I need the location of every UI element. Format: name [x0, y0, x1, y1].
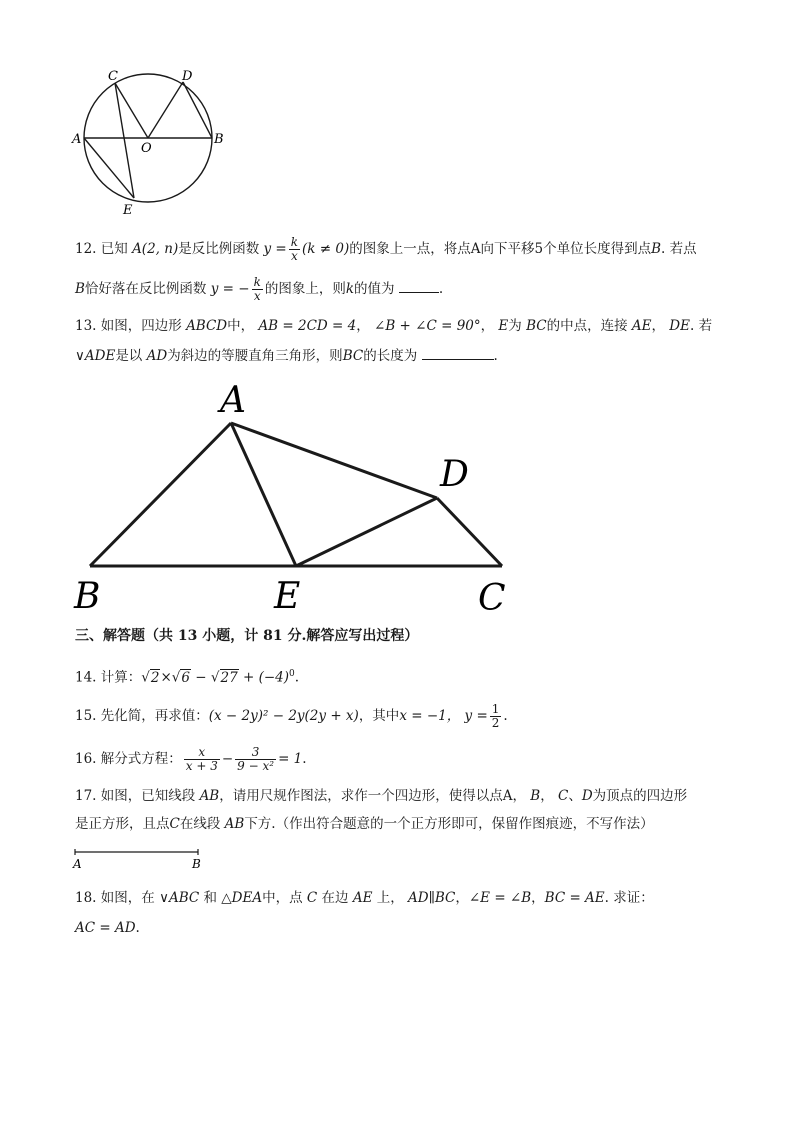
- section-heading: 三、解答题（共 13 小题，计 81 分.解答应写出过程）: [75, 628, 419, 644]
- q13-triangle: ∨ADE: [75, 348, 116, 364]
- q12-point-A: A(2, n): [132, 241, 179, 257]
- q15-expression: (x − 2y)² − 2y(2y + x): [208, 708, 359, 724]
- q13-segment-BC: BC: [342, 348, 364, 364]
- q15-text: 15. 先化简，再求值：: [75, 708, 209, 724]
- q12-text: . 若点: [661, 241, 697, 257]
- q18-conclusion: AC = AD: [75, 920, 136, 936]
- segment-OD: [148, 82, 183, 138]
- label-A: A: [220, 380, 246, 421]
- label-O: O: [141, 141, 152, 156]
- q16-fraction-1: $\frac{x}{x + 3}$: [185, 745, 218, 773]
- q13-line-2: ∨ADE是以 AD为斜边的等腰直角三角形，则BC的长度为 .: [75, 348, 498, 364]
- q16-fraction-2: $\frac{3}{\text{9 − x²}}$: [237, 745, 275, 773]
- q12-text: 恰好落在反比例函数: [84, 281, 207, 297]
- segment-AB-figure: [72, 846, 212, 872]
- q14-text: 14. 计算：: [75, 669, 142, 686]
- label-D: D: [440, 454, 469, 495]
- q16-line: 16. 解分式方程： $\frac{x}{x + 3}$ − $\frac{3}{\text{9 − x²}}$ = 1.: [75, 745, 307, 773]
- label-C: C: [108, 69, 118, 84]
- label-E: E: [123, 203, 133, 218]
- q12-func2-lhs: y = −: [210, 281, 250, 297]
- segment-AD: [231, 423, 437, 498]
- q17-text: 是正方形，且点: [75, 816, 170, 832]
- quadrilateral-figure: [68, 380, 518, 620]
- q13-segment-AD: AD: [146, 348, 168, 364]
- q12-text: 的图象上，则: [264, 281, 346, 297]
- label-E: E: [274, 576, 301, 617]
- segment-label-A: A: [73, 857, 82, 871]
- q13-segment-DE: DE: [669, 318, 690, 334]
- q13-quad: ABCD: [186, 318, 228, 334]
- q14-line: 14. 计算：$√2\times√6 - √27 + (-4)^0$.: [75, 669, 300, 686]
- q12-text: 12. 已知: [75, 241, 128, 257]
- q12-line-1: [75, 236, 697, 263]
- label-A: A: [72, 132, 82, 147]
- q13-segment-AE: AE: [631, 318, 652, 334]
- q13-line-1: 13. 如图，四边形 ABCD中， AB = 2CD = 4， ∠B + ∠C = 90°， E为 BC的中点，连接 AE， DE. 若: [75, 318, 713, 334]
- segment-label-B: B: [192, 857, 201, 871]
- q12-text: .: [438, 281, 444, 297]
- q18-text: 18. 如图，在: [75, 890, 155, 906]
- q12-answer-blank[interactable]: [399, 280, 439, 293]
- label-B: B: [74, 576, 101, 617]
- q12-k: k: [345, 281, 355, 297]
- segment-DC: [437, 498, 502, 566]
- label-D: D: [182, 69, 193, 84]
- segment-DB: [183, 82, 212, 138]
- q18-line-1: 18. 如图，在 ∨ABC 和 △DEA中，点 C 在边 AE 上， AD∥BC，∠E = ∠B，BC = AE. 求证：: [75, 890, 654, 906]
- q12-func1-cond: (k ≠ 0): [302, 241, 350, 257]
- q17-line-1: 17. 如图，已知线段 AB，请用尺规作图法，求作一个四边形，使得以点A， B， C、D为顶点的四边形: [75, 788, 688, 804]
- segment-BA: [90, 423, 231, 566]
- q13-cond2: ∠B + ∠C = 90°: [374, 318, 481, 334]
- q17-line-2: 是正方形，且点C在线段 AB下方.（作出符合题意的一个正方形即可，保留作图痕迹，不写作法）: [75, 816, 654, 832]
- q13-cond1: AB = 2CD = 4: [258, 318, 357, 334]
- q12-text: 的图象上一点，将点A向下平移5个单位长度得到点: [349, 241, 652, 257]
- q13-point-E: E: [498, 318, 509, 334]
- q15-line: 15. 先化简，再求值：(x − 2y)² − 2y(2y + x)，其中x = −1， y = $\frac{1}{2}$ .: [75, 702, 508, 730]
- segment-CE: [115, 83, 134, 198]
- q16-text: 16. 解分式方程：: [75, 751, 182, 767]
- q12-line-2: [75, 276, 443, 303]
- q12-func1-lhs: y =: [263, 241, 287, 257]
- q12-fraction-1: $\frac{k}{x}$: [290, 235, 299, 263]
- q15-fraction: $\frac{1}{2}$: [491, 702, 500, 730]
- q13-text: 中，: [227, 318, 255, 334]
- circle-figure: [70, 68, 230, 218]
- q12-point-B: B: [75, 281, 85, 297]
- q12-point-B: B: [651, 241, 661, 257]
- q18-line-2: AC = AD.: [75, 920, 140, 936]
- q17-text: 17. 如图，已知线段: [75, 788, 196, 804]
- q13-text: 13. 如图，四边形: [75, 318, 182, 334]
- q13-segment-BC: BC: [526, 318, 547, 334]
- q12-fraction-2: $\frac{k}{x}$: [253, 275, 261, 303]
- q12-text: 的值为: [354, 281, 395, 297]
- segment-ED: [296, 498, 437, 566]
- label-C: C: [478, 578, 506, 619]
- q12-text: 是反比例函数: [178, 241, 260, 257]
- label-B: B: [214, 132, 224, 147]
- q13-answer-blank[interactable]: [422, 347, 494, 360]
